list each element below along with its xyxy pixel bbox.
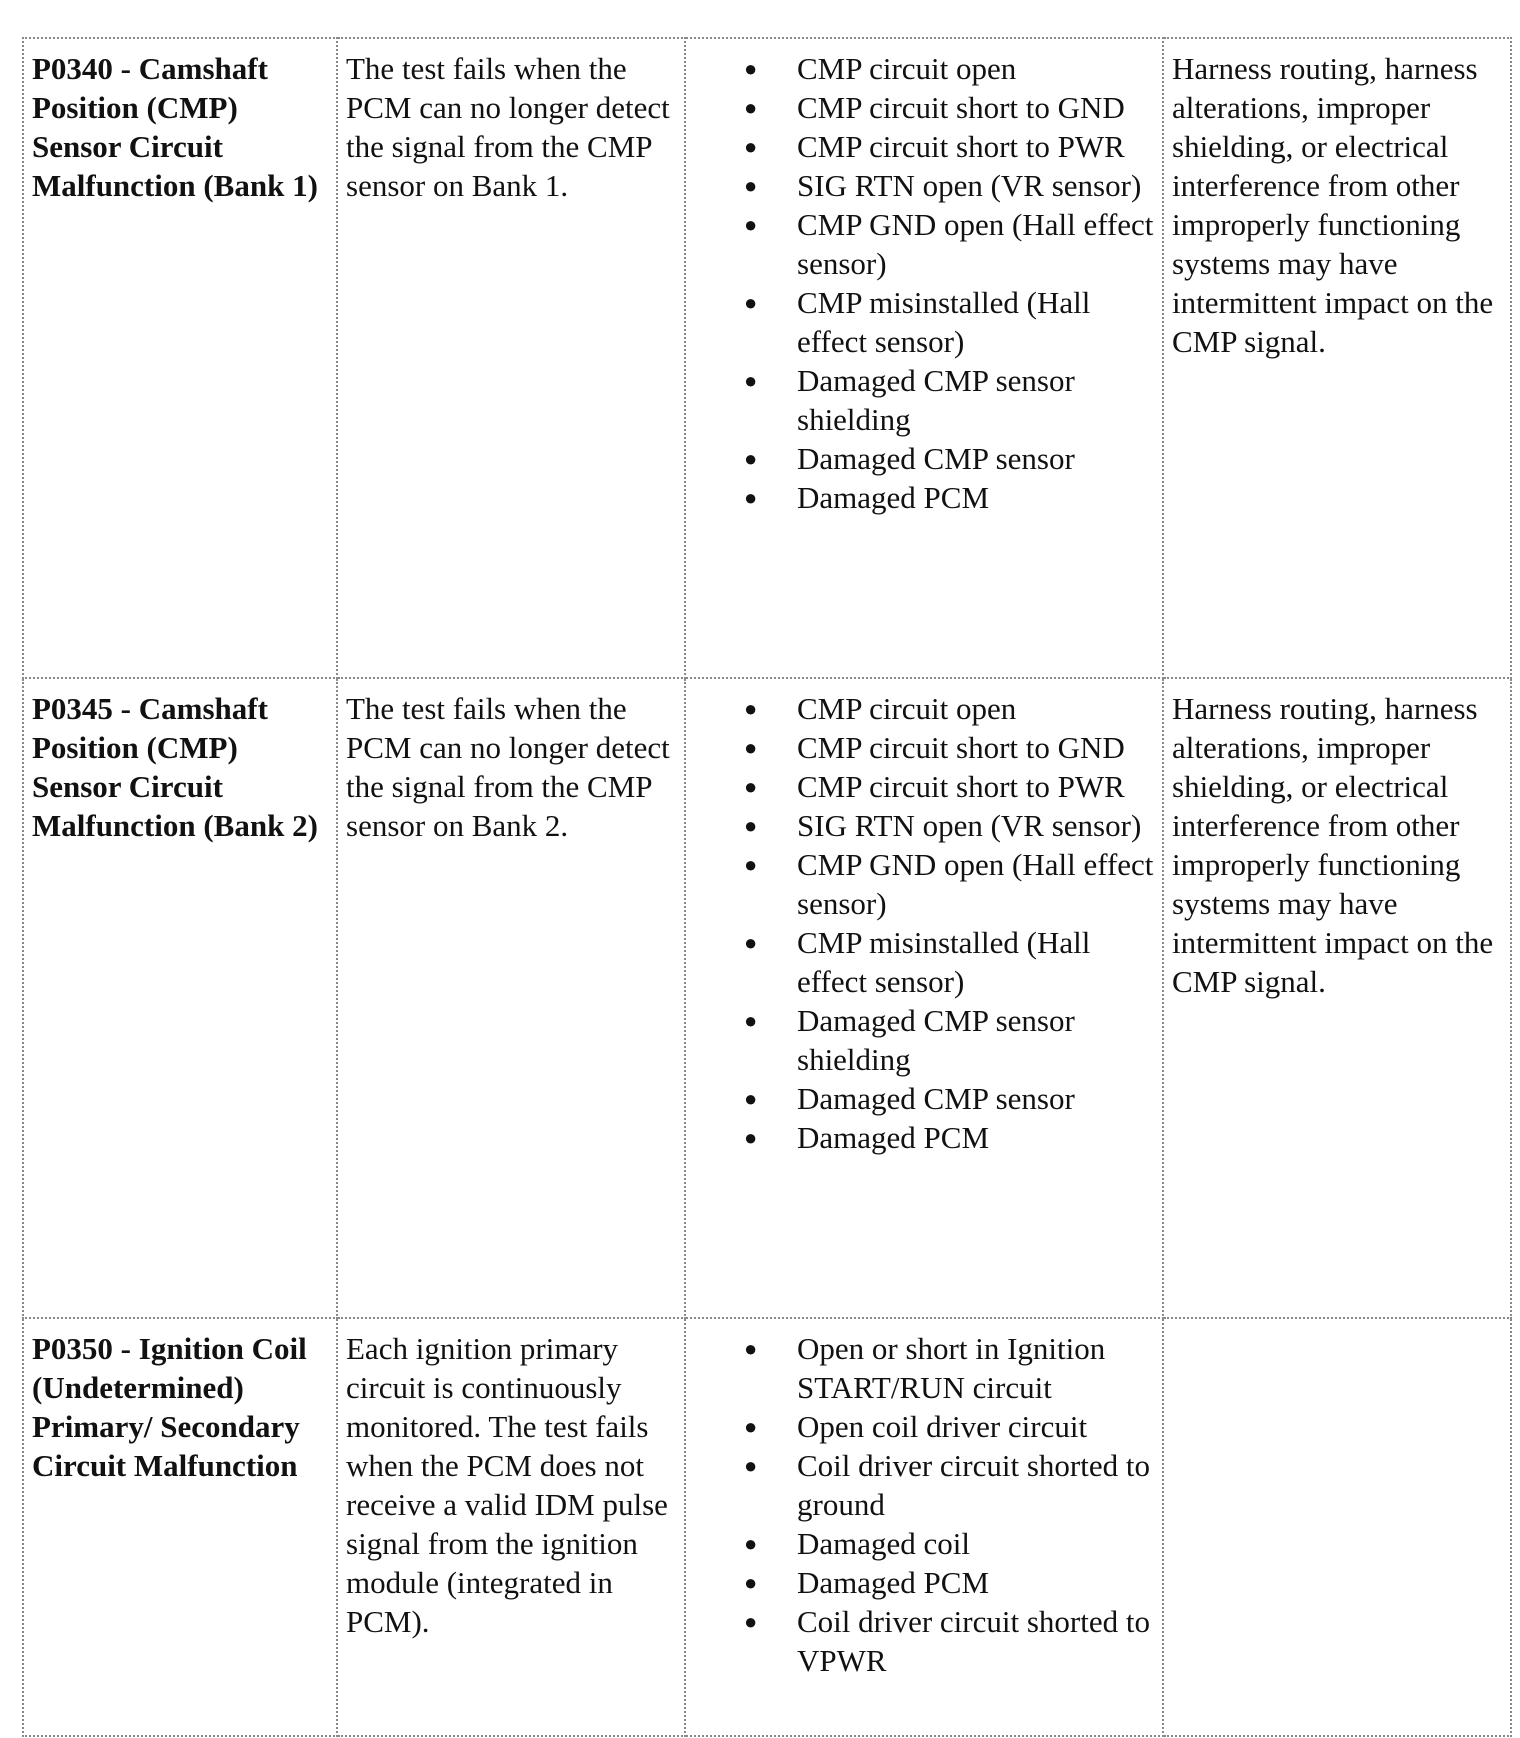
test-description: The test fails when the PCM can no longer detect the signal from the CMP sensor on Bank 1. bbox=[346, 51, 670, 203]
test-description-cell bbox=[337, 38, 685, 678]
cause-item: ● Coil driver circuit shorted to VPWR bbox=[744, 1604, 1150, 1678]
notes-text: Harness routing, harness alterations, improper shielding, or electrical interference from other improperly functioning systems may have intermittent impact on the CMP signal. bbox=[1172, 51, 1494, 359]
bullet-icon: ● bbox=[744, 774, 758, 799]
cause-item: ● Damaged PCM bbox=[744, 480, 990, 515]
possible-causes-cell bbox=[685, 678, 1163, 1318]
bullet-icon: ● bbox=[744, 1086, 758, 1111]
cause-list bbox=[694, 1329, 1154, 1680]
cause-item: ● Damaged CMP sensor bbox=[744, 1081, 1075, 1116]
bullet-icon: ● bbox=[744, 1008, 758, 1033]
cause-item: ● Damaged PCM bbox=[744, 1120, 990, 1155]
cause-item: ● SIG RTN open (VR sensor) bbox=[744, 808, 1142, 843]
notes-cell bbox=[1163, 1318, 1511, 1736]
cause-item: ● CMP circuit short to GND bbox=[744, 90, 1125, 125]
dtc-code: P0345 - Camshaft Position (CMP) Sensor Circuit Malfunction (Bank 2) bbox=[32, 691, 318, 843]
bullet-icon: ● bbox=[744, 1414, 758, 1439]
bullet-icon: ● bbox=[744, 212, 758, 237]
bullet-icon: ● bbox=[744, 1125, 758, 1150]
test-description: Each ignition primary circuit is continuously monitored. The test fails when the PCM does not receive a valid IDM pulse signal from the ignition module (integrated in PCM). bbox=[346, 1331, 668, 1639]
test-description-cell bbox=[337, 1318, 685, 1736]
dtc-code-cell bbox=[23, 1318, 337, 1736]
bullet-icon: ● bbox=[744, 735, 758, 760]
bullet-icon: ● bbox=[744, 696, 758, 721]
bullet-icon: ● bbox=[744, 1609, 758, 1634]
notes-cell bbox=[1163, 38, 1511, 678]
test-description: The test fails when the PCM can no longer detect the signal from the CMP sensor on Bank 2. bbox=[346, 691, 670, 843]
bullet-icon: ● bbox=[744, 56, 758, 81]
cause-item: ● Damaged CMP sensor shielding bbox=[744, 363, 1075, 437]
cause-item: ● Damaged CMP sensor bbox=[744, 441, 1075, 476]
bullet-icon: ● bbox=[744, 485, 758, 510]
table-row bbox=[23, 38, 1511, 678]
cause-item: ● Open coil driver circuit bbox=[744, 1409, 1088, 1444]
bullet-icon: ● bbox=[744, 930, 758, 955]
bullet-icon: ● bbox=[744, 95, 758, 120]
cause-item: ● CMP circuit open bbox=[744, 691, 1017, 726]
cause-item: ● CMP circuit short to PWR bbox=[744, 769, 1125, 804]
dtc-code: P0340 - Camshaft Position (CMP) Sensor Circuit Malfunction (Bank 1) bbox=[32, 51, 318, 203]
cause-item: ● Damaged coil bbox=[744, 1526, 971, 1561]
cause-item: ● Coil driver circuit shorted to ground bbox=[744, 1448, 1150, 1522]
cause-item: ● CMP misinstalled (Hall effect sensor) bbox=[744, 285, 1091, 359]
table-row bbox=[23, 678, 1511, 1318]
bullet-icon: ● bbox=[744, 1570, 758, 1595]
cause-item: ● CMP circuit open bbox=[744, 51, 1017, 86]
cause-item: ● SIG RTN open (VR sensor) bbox=[744, 168, 1142, 203]
cause-list bbox=[694, 49, 1154, 517]
possible-causes-cell bbox=[685, 1318, 1163, 1736]
cause-item: ● CMP circuit short to PWR bbox=[744, 129, 1125, 164]
cause-item: ● CMP circuit short to GND bbox=[744, 730, 1125, 765]
bullet-icon: ● bbox=[744, 852, 758, 877]
test-description-cell bbox=[337, 678, 685, 1318]
bullet-icon: ● bbox=[744, 446, 758, 471]
table-row bbox=[23, 1318, 1511, 1736]
dtc-table bbox=[22, 37, 1512, 1737]
dtc-code-cell bbox=[23, 678, 337, 1318]
notes-cell bbox=[1163, 678, 1511, 1318]
cause-list bbox=[694, 689, 1154, 1157]
cause-item: ● Open or short in Ignition START/RUN circuit bbox=[744, 1331, 1106, 1405]
bullet-icon: ● bbox=[744, 1336, 758, 1361]
dtc-code: P0350 - Ignition Coil (Undetermined) Primary/ Secondary Circuit Malfunction bbox=[32, 1331, 307, 1483]
cause-item: ● Damaged PCM bbox=[744, 1565, 990, 1600]
bullet-icon: ● bbox=[744, 368, 758, 393]
bullet-icon: ● bbox=[744, 134, 758, 159]
bullet-icon: ● bbox=[744, 813, 758, 838]
cause-item: ● CMP GND open (Hall effect sensor) bbox=[744, 207, 1154, 281]
dtc-code-cell bbox=[23, 38, 337, 678]
notes-text: Harness routing, harness alterations, improper shielding, or electrical interference from other improperly functioning systems may have intermittent impact on the CMP signal. bbox=[1172, 691, 1494, 999]
bullet-icon: ● bbox=[744, 290, 758, 315]
cause-item: ● CMP misinstalled (Hall effect sensor) bbox=[744, 925, 1091, 999]
possible-causes-cell bbox=[685, 38, 1163, 678]
cause-item: ● Damaged CMP sensor shielding bbox=[744, 1003, 1075, 1077]
cause-item: ● CMP GND open (Hall effect sensor) bbox=[744, 847, 1154, 921]
bullet-icon: ● bbox=[744, 1531, 758, 1556]
bullet-icon: ● bbox=[744, 173, 758, 198]
bullet-icon: ● bbox=[744, 1453, 758, 1478]
